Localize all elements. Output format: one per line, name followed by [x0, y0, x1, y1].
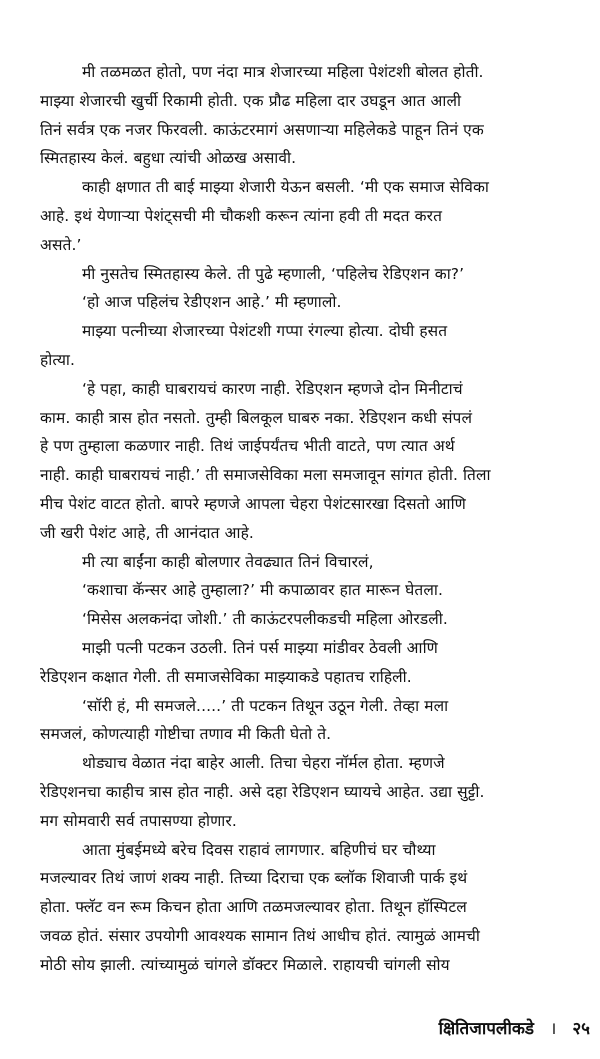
- text-line: असते.’: [40, 235, 82, 254]
- text-line: काही क्षणात ती बाई माझ्या शेजारी येऊन बसली. ‘मी एक समाज सेविका: [82, 178, 489, 197]
- text-line: होत्या.: [40, 350, 76, 369]
- text-line: मीच पेशंट वाटत होतो. बापरे म्हणजे आपला चेहरा पेशंटसारखा दिसतो आणि: [40, 494, 466, 513]
- text-line: हे पण तुम्हाला कळणार नाही. तिथं जाईपर्यंतच भीती वाटते, पण त्यात अर्थ: [40, 437, 455, 456]
- text-line: ‘मिसेस अलकनंदा जोशी.’ ती काऊंटरपलीकडची महिला ओरडली.: [82, 610, 448, 629]
- page-number: २५: [572, 1019, 590, 1039]
- text-line: थोड्याच वेळात नंदा बाहेर आली. तिचा चेहरा नॉर्मल होता. म्हणजे: [82, 754, 445, 773]
- text-line: माझ्या पत्नीच्या शेजारच्या पेशंटशी गप्पा रंगल्या होत्या. दोघी हसत: [82, 322, 448, 341]
- text-line: ‘हे पहा, काही घाबरायचं कारण नाही. रेडिएशन म्हणजे दोन मिनीटाचं: [82, 379, 463, 398]
- text-line: रेडिएशन कक्षात गेली. ती समाजसेविका माझ्याकडे पहातच राहिली.: [40, 667, 412, 686]
- text-line: रेडिएशनचा काहीच त्रास होत नाही. असे दहा रेडिएशन घ्यायचे आहेत. उद्या सुट्टी.: [40, 782, 485, 801]
- text-line: मग सोमवारी सर्व तपासण्या होणार.: [40, 811, 237, 830]
- page-body: [40, 58, 590, 980]
- text-line: जवळ होतं. संसार उपयोगी आवश्यक सामान तिथं आधीच होतं. त्यामुळं आमची: [40, 926, 480, 945]
- text-line: होता. फ्लॅट वन रूम किचन होता आणि तळमजल्यावर होता. तिथून हॉस्पिटल: [40, 898, 467, 917]
- text-line: माझी पत्नी पटकन उठली. तिनं पर्स माझ्या मांडीवर ठेवली आणि: [82, 638, 438, 657]
- text-line: जी खरी पेशंट आहे, ती आनंदात आहे.: [40, 523, 254, 542]
- text-line: आहे. इथं येणाऱ्या पेशंट्सची मी चौकशी करून त्यांना हवी ती मदत करत: [40, 206, 442, 225]
- text-line: मोठी सोय झाली. त्यांच्यामुळं चांगले डॉक्टर मिळाले. राहायची चांगली सोय: [40, 955, 450, 974]
- text-line: ‘सॉरी हं, मी समजले.....’ ती पटकन तिथून उठून गेली. तेव्हा मला: [82, 696, 449, 715]
- text-line: आता मुंबईमध्ये बरेच दिवस राहावं लागणार. बहिणीचं घर चौथ्या: [82, 840, 436, 859]
- text-line: स्मितहास्य केलं. बहुधा त्यांची ओळख असावी.: [40, 149, 297, 168]
- text-line: ‘कशाचा कॅन्सर आहे तुम्हाला?’ मी कपाळावर हात मारून घेतला.: [82, 581, 443, 600]
- text-line: नाही. काही घाबरायचं नाही.’ ती समाजसेविका मला समजावून सांगत होती. तिला: [40, 466, 491, 485]
- text-line: समजलं, कोणत्याही गोष्टीचा तणाव मी किती घेतो ते.: [40, 725, 332, 744]
- footer-separator: ।: [549, 1019, 557, 1039]
- text-line: माझ्या शेजारची खुर्ची रिकामी होती. एक प्रौढ महिला दार उघडून आत आली: [40, 91, 462, 110]
- text-line: मी त्या बाईंना काही बोलणार तेवढ्यात तिनं विचारलं,: [82, 552, 374, 571]
- book-title: क्षितिजापलीकडे: [438, 1019, 535, 1039]
- page-footer: [0, 1016, 590, 1039]
- text-line: मजल्यावर तिथं जाणं शक्य नाही. तिच्या दिराचा एक ब्लॉक शिवाजी पार्क इथं: [40, 869, 468, 888]
- text-line: काम. काही त्रास होत नसतो. तुम्ही बिलकूल घाबरु नका. रेडिएशन कधी संपलं: [40, 408, 473, 427]
- text-line: ‘हो आज पहिलंच रेडीएशन आहे.’ मी म्हणालो.: [82, 293, 342, 312]
- text-line: मी तळमळत होतो, पण नंदा मात्र शेजारच्या महिला पेशंटशी बोलत होती.: [82, 63, 484, 81]
- text-line: मी नुसतेच स्मितहास्य केले. ती पुढे म्हणाली, ‘पहिलेच रेडिएशन का?’: [82, 264, 465, 283]
- text-line: तिनं सर्वत्र एक नजर फिरवली. काऊंटरमागं असणाऱ्या महिलेकडे पाहून तिनं एक: [40, 120, 484, 139]
